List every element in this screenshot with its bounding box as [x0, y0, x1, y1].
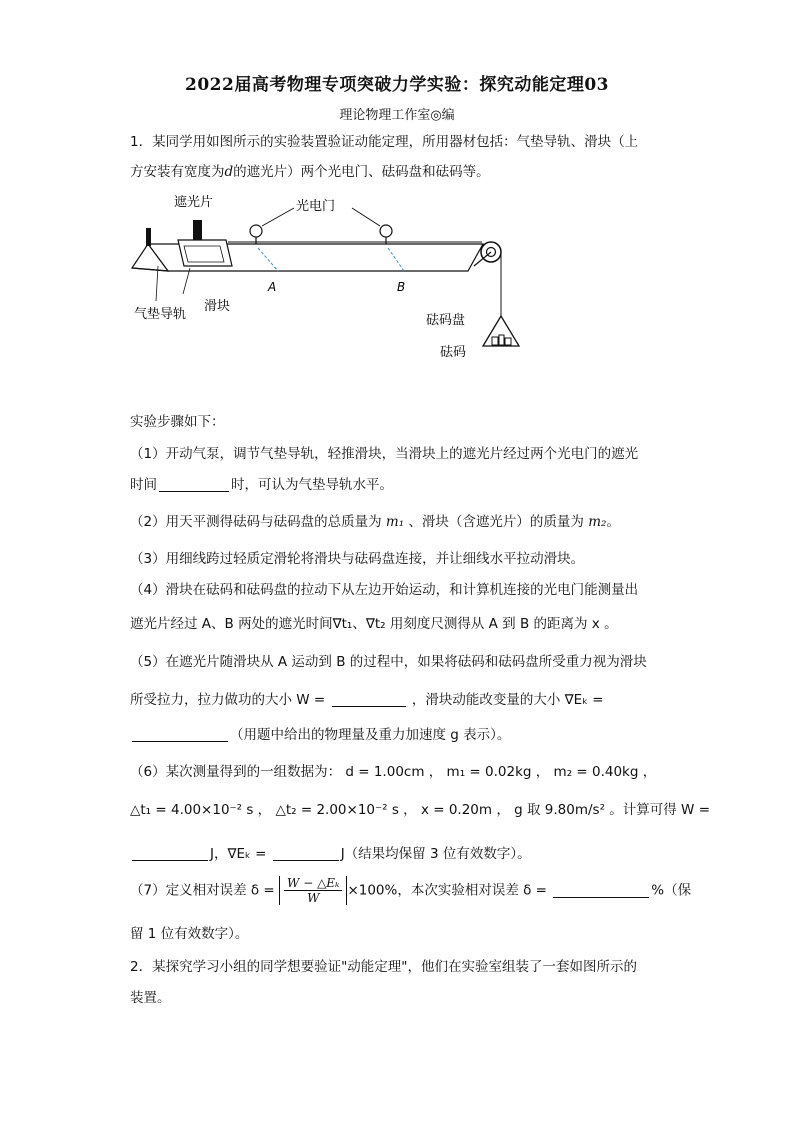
slider: [178, 220, 232, 266]
step5-line3: （用题中给出的物理量及重力加速度 g 表示）。: [130, 723, 510, 743]
answer-blank-error[interactable]: [553, 883, 649, 898]
step6-line3: J，∇Eₖ = J（结果均保留 3 位有效数字）。: [130, 842, 531, 862]
answer-blank-work[interactable]: [332, 692, 406, 707]
relative-error-formula: $\frac{\text{W − △Eₖ}}{W}$: [279, 876, 347, 905]
label-weight-pan: 砝码盘: [426, 313, 466, 328]
label-slider: 滑块: [204, 299, 231, 314]
step6-line2: △t₁ = 4.00×10⁻² s ， △t₂ = 2.00×10⁻² s ， x = 0.20m ， g 取 9.80m/s² 。计算可得 W =: [130, 802, 711, 818]
step7-line2: 留 1 位有效数字）。: [130, 926, 249, 942]
page-title: 2022届高考物理专项突破力学实验：探究动能定理03: [185, 75, 609, 95]
answer-blank-w-value[interactable]: [132, 846, 208, 861]
q1-intro-line2: 方安装有宽度为d的遮光片）两个光电门、砝码盘和砝码等。: [130, 164, 490, 180]
left-stop: [146, 228, 151, 246]
label-weights: 砝码: [440, 345, 467, 360]
label-shading-plate: 遮光片: [174, 195, 214, 210]
label-point-b: B: [397, 280, 406, 294]
answer-blank-ke-value[interactable]: [273, 846, 339, 861]
step5-line2: 所受拉力，拉力做功的大小 W = ，滑块动能改变量的大小 ∇Eₖ =: [130, 692, 604, 708]
step7-line1: （7）定义相对误差 δ = $\frac{\text{W − △Eₖ}}{W}$ ×100%，本次实验相对误差 δ = %（保: [130, 876, 692, 905]
q1-intro-line1: 1．某同学用如图所示的实验装置验证动能定理，所用器材包括：气垫导轨、滑块（上: [130, 134, 639, 150]
step2-line: （2）用天平测得砝码与砝码盘的总质量为 m₁ 、滑块（含遮光片）的质量为 m₂。: [130, 514, 620, 530]
label-photogate: 光电门: [296, 199, 336, 214]
step3-line: （3）用细线跨过轻质定滑轮将滑块与砝码盘连接，并让细线水平拉动滑块。: [130, 551, 585, 567]
apparatus-figure: [128, 186, 528, 366]
shading-plate: [193, 220, 202, 240]
weight-pan: [483, 316, 519, 346]
steps-header: 实验步骤如下：: [130, 414, 225, 430]
step5-line1: （5）在遮光片随滑块从 A 运动到 B 的过程中，如果将砝码和砝码盘所受重力视为滑块: [130, 654, 647, 670]
answer-blank-ke[interactable]: [132, 727, 228, 742]
author-line: 理论物理工作室◎编: [339, 108, 455, 123]
step1-line2: 时间 时，可认为气垫导轨水平。: [130, 477, 393, 493]
step4-line1: （4）滑块在砝码和砝码盘的拉动下从左边开始运动，和计算机连接的光电门能测量出: [130, 582, 639, 598]
answer-blank-1[interactable]: [159, 477, 229, 492]
step6-line1: （6）某次测量得到的一组数据为： d = 1.00cm ， m₁ = 0.02kg ， m₂ = 0.40kg ，: [130, 764, 657, 780]
step1-line1: （1）开动气泵，调节气垫导轨，轻推滑块，当滑块上的遮光片经过两个光电门的遮光: [130, 446, 639, 462]
q2-line1: 2．某探究学习小组的同学想要验证"动能定理"，他们在实验室组装了一套如图所示的: [130, 959, 638, 975]
label-air-track: 气垫导轨: [134, 307, 187, 322]
step4-line2: 遮光片经过 A、B 两处的遮光时间∇t₁、∇t₂ 用刻度尺测得从 A 到 B 的距离为 x 。: [130, 616, 618, 632]
label-point-a: A: [268, 280, 277, 294]
q2-line2: 装置。: [130, 990, 171, 1006]
